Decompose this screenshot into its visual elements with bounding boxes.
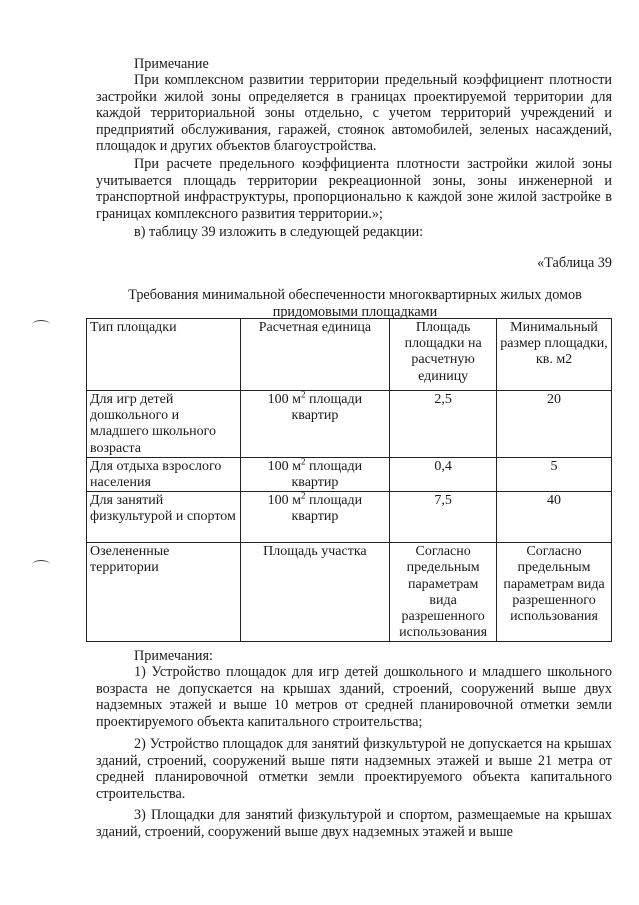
notes-heading: Примечания: — [134, 648, 213, 664]
cell-unit: 100 $м^2$ площади квартир — [240, 492, 390, 543]
header-type: Тип площадки — [87, 319, 241, 391]
table-row — [87, 543, 612, 642]
cell-area: Согласно предельным параметрам вида разрешенного использования — [390, 543, 497, 642]
cell-unit: Площадь участка — [240, 543, 390, 642]
table-row — [87, 457, 612, 491]
note-item-1: 1) Устройство площадок для игр детей дошкольного и младшего школьного возраста не допускается на крышах зданий, строений, сооружений выше двух надземных этажей и выше 10 метров от средней планировочной отметки земли проектируемого объекта капитального строительства; — [96, 664, 612, 730]
cell-type: Для игр детей дошкольного и младшего школьного возраста — [87, 391, 241, 458]
requirements-table — [86, 318, 612, 642]
cell-unit: 100 $м^2$ площади квартир — [240, 391, 390, 458]
note-heading: Примечание — [134, 56, 209, 72]
table-reference: «Таблица 39 — [537, 255, 612, 271]
cell-area: 2,5 — [390, 391, 497, 458]
cell-type: Для занятий физкультурой и спортом — [87, 492, 241, 543]
header-area: Площадь площадки на расчетную единицу — [390, 319, 497, 391]
cell-min-size: 20 — [497, 391, 612, 458]
cell-area: 7,5 — [390, 492, 497, 543]
cell-type: Озелененные территории — [87, 543, 241, 642]
note-item-3: 3) Площадки для занятий физкультурой и спортом, размещаемые на крышах зданий, строений, сооружений выше двух надземных этажей и выше — [96, 807, 612, 840]
table-row — [87, 492, 612, 543]
amendment-text: в) таблицу 39 изложить в следующей редакции: — [134, 224, 424, 240]
table-caption: Требования минимальной обеспеченности многоквартирных жилых домов придомовыми площадками — [128, 287, 582, 320]
cell-area: 0,4 — [390, 457, 497, 491]
margin-punch-mark — [32, 560, 50, 569]
note-paragraph-1: При комплексном развитии территории предельный коэффициент плотности застройки жилой зоны определяется в границах проектируемой территории для каждой территориальной зоны отдельно, с учетом территорий учреждений и предприятий обслуживания, гаражей, стоянок автомобилей, зеленых насаждений, площадок и других объектов благоустройства. — [96, 72, 612, 155]
header-min-size: Минимальный размер площадки, кв. м2 — [497, 319, 612, 391]
cell-min-size: 40 — [497, 492, 612, 543]
note-paragraph-2: При расчете предельного коэффициента плотности застройки жилой зоны учитывается площадь территории рекреационной зоны, зоны инженерной и транспортной инфраструктуры, пропорционально к каждой зоне жилой застройке в границах комплексного развития территории.»; — [96, 156, 612, 222]
cell-unit: 100 $м^2$ площади квартир — [240, 457, 390, 491]
table-header-row — [87, 319, 612, 391]
cell-min-size: 5 — [497, 457, 612, 491]
margin-punch-mark — [32, 320, 50, 329]
cell-min-size: Согласно предельным параметрам вида разрешенного использования — [497, 543, 612, 642]
header-unit: Расчетная единица — [240, 319, 390, 391]
table-row — [87, 391, 612, 458]
note-item-2: 2) Устройство площадок для занятий физкультурой не допускается на крышах зданий, строений, сооружений выше пяти надземных этажей и выше 21 метра от средней планировочной отметки земли проектируемого объекта капитального строительства. — [96, 736, 612, 802]
cell-type: Для отдыха взрослого населения — [87, 457, 241, 491]
